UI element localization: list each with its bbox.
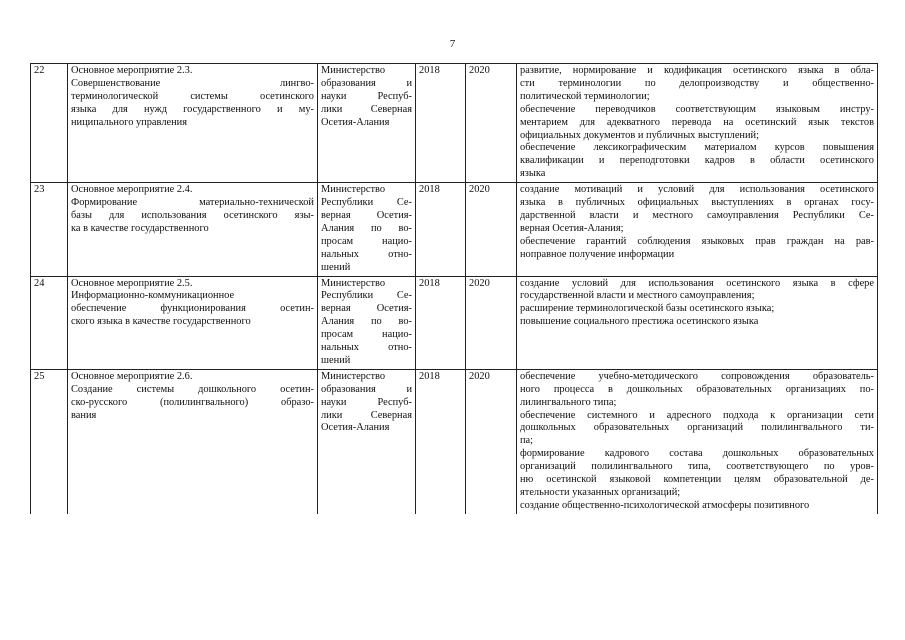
result-line: государственной власти и местного самоуправления; [520, 290, 755, 302]
program-table [30, 63, 878, 514]
year-end: 2020 [469, 370, 490, 382]
result-line: языка [520, 168, 546, 180]
name-line: Совершенствование лингво- [71, 77, 314, 89]
result-line: ноправное получение информации [520, 248, 675, 260]
name-line: Основное мероприятие 2.3. [71, 65, 193, 76]
year-start: 2018 [419, 370, 440, 382]
result-line: политической терминологии; [520, 90, 650, 102]
year-end-cell [466, 183, 517, 276]
result-line: формирование кадрового состава дошкольных образовательных [520, 448, 874, 460]
row-number-cell [31, 276, 68, 369]
table-row [31, 64, 878, 183]
row-number: 22 [34, 65, 45, 76]
name-line: Основное мероприятие 2.5. [71, 277, 193, 289]
row-number: 25 [34, 370, 45, 382]
measure-name-cell [68, 183, 318, 276]
year-end: 2020 [469, 277, 490, 289]
name-line: Создание системы дошкольного осетин- [71, 383, 314, 395]
executor-line: Министерство [321, 370, 386, 382]
result-line: обеспечение учебно-методического сопровождения образователь- [520, 370, 874, 382]
expected-result-cell [517, 183, 878, 276]
table-body [31, 64, 878, 514]
executor-line: просам нацио- [321, 235, 412, 247]
year-start-cell [416, 369, 466, 513]
result-line: па; [520, 435, 534, 447]
measure-name-cell [68, 276, 318, 369]
name-line: ниципального управления [71, 116, 188, 128]
result-line: развитие, нормирование и кодификация осетинского языка в обла- [520, 65, 874, 76]
executor-line: лики Северная [321, 103, 412, 115]
executor-line: науки Респуб- [321, 90, 412, 102]
executor-cell [318, 183, 416, 276]
executor-line: Алания по во- [321, 222, 412, 234]
year-end: 2020 [469, 65, 490, 76]
executor-cell [318, 369, 416, 513]
row-number: 24 [34, 277, 45, 289]
table-row [31, 276, 878, 369]
executor-line: Министерство [321, 65, 386, 76]
result-line: обеспечение лексикографическим материалом курсов повышения [520, 142, 874, 154]
name-line: Основное мероприятие 2.6. [71, 370, 193, 382]
year-start-cell [416, 276, 466, 369]
expected-result-cell [517, 369, 878, 513]
executor-line: образования и [321, 383, 412, 395]
executor-line: просам нацио- [321, 329, 412, 341]
name-line: базы для использования осетинского язы- [71, 209, 314, 221]
result-line: ного процесса в дошкольных образовательных организациях по- [520, 383, 874, 395]
expected-result-cell [517, 64, 878, 183]
executor-line: Министерство [321, 184, 386, 196]
result-line: обеспечение системного и адресного подхода к организации сети [520, 409, 874, 421]
result-line: официальных документов и публичных выступлений; [520, 129, 759, 141]
row-number: 23 [34, 184, 45, 196]
year-start-cell [416, 64, 466, 183]
executor-line: верная Осетия- [321, 303, 412, 315]
row-number-cell [31, 369, 68, 513]
executor-line: шений [321, 354, 351, 366]
name-line: Формирование материально-технической [71, 197, 314, 209]
row-number-cell [31, 183, 68, 276]
result-line: создание условий для использования осетинского языка в сфере [520, 277, 874, 289]
result-line: сти терминологии по делопроизводству и общественно- [520, 77, 874, 89]
year-start: 2018 [419, 277, 440, 289]
executor-line: Алания по во- [321, 316, 412, 328]
result-line: ню осетинской языковой компетенции целям образовательной де- [520, 474, 874, 486]
name-line: вания [71, 409, 97, 421]
result-line: квалификации и переподготовки кадров в области осетинского [520, 155, 874, 167]
name-line: Информационно-коммуникационное [71, 290, 235, 302]
result-line: создание мотиваций и условий для использования осетинского [520, 184, 874, 196]
result-line: дарственной власти и местного самоуправления Республики Се- [520, 209, 874, 221]
executor-line: Осетия-Алания [321, 422, 390, 434]
name-line: Основное мероприятие 2.4. [71, 184, 193, 196]
result-line: расширение терминологической базы осетинского языка; [520, 303, 775, 315]
executor-cell [318, 64, 416, 183]
executor-line: Республики Се- [321, 290, 412, 302]
year-start-cell [416, 183, 466, 276]
result-line: верная Осетия-Алания; [520, 222, 624, 234]
name-line: обеспечение функционирования осетин- [71, 303, 314, 315]
executor-line: нальных отно- [321, 342, 412, 354]
row-number-cell [31, 64, 68, 183]
executor-line: верная Осетия- [321, 209, 412, 221]
year-end: 2020 [469, 184, 490, 196]
executor-line: Министерство [321, 277, 386, 289]
name-line: ского языка в качестве государственного [71, 316, 251, 328]
measure-name-cell [68, 64, 318, 183]
year-end-cell [466, 276, 517, 369]
result-line: создание общественно-психологической атмосферы позитивного [520, 499, 810, 511]
measure-name-cell [68, 369, 318, 513]
year-start: 2018 [419, 184, 440, 196]
executor-line: образования и [321, 77, 412, 89]
executor-line: лики Северная [321, 409, 412, 421]
executor-line: Осетия-Алания [321, 116, 390, 128]
result-line: обеспечение переводчиков соответствующим языковым инстру- [520, 103, 874, 115]
result-line: лилингвального типа; [520, 396, 617, 408]
executor-line: науки Респуб- [321, 396, 412, 408]
executor-line: шений [321, 261, 351, 273]
result-line: организаций полилингвального типа, соответствующего по уров- [520, 461, 874, 473]
expected-result-cell [517, 276, 878, 369]
name-line: терминологической системы осетинского [71, 90, 314, 102]
result-line: ятельности указанных организаций; [520, 487, 681, 498]
table-row [31, 369, 878, 513]
result-line: повышение социального престижа осетинского языка [520, 316, 759, 328]
name-line: языка для нужд государственного и му- [71, 103, 314, 115]
name-line: ско-русского (полилингвального) образо- [71, 396, 314, 408]
executor-line: нальных отно- [321, 248, 412, 260]
executor-line: Республики Се- [321, 197, 412, 209]
executor-cell [318, 276, 416, 369]
result-line: языка в публичных официальных выступлениях в органах госу- [520, 197, 874, 209]
page-number: 7 [449, 38, 456, 50]
name-line: ка в качестве государственного [71, 222, 209, 234]
year-end-cell [466, 369, 517, 513]
result-line: дошкольных образовательных организаций полилингвального ти- [520, 422, 874, 434]
table-row [31, 183, 878, 276]
year-end-cell [466, 64, 517, 183]
result-line: обеспечение гарантий соблюдения языковых прав граждан на рав- [520, 235, 874, 247]
result-line: ментарием для адекватного перевода на осетинский язык текстов [520, 116, 874, 128]
year-start: 2018 [419, 65, 440, 76]
